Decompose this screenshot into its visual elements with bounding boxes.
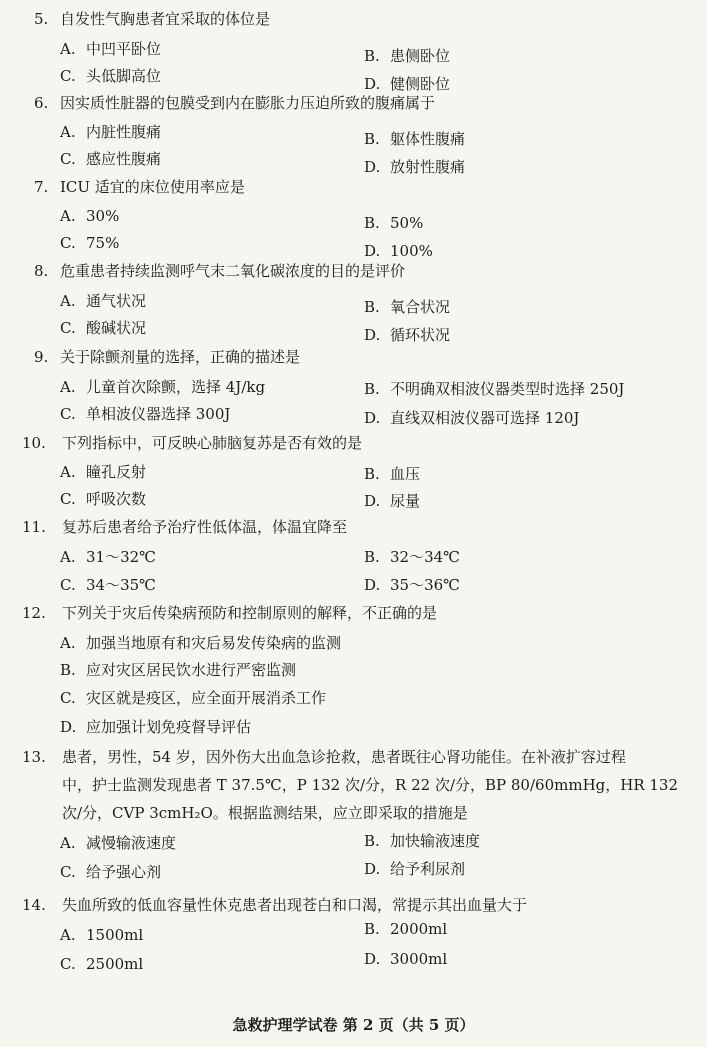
question-13-option-d: D. 给予利尿剂 bbox=[364, 860, 466, 878]
question-11-option-d: D. 35～36℃ bbox=[364, 576, 460, 594]
question-11-stem: 11. 复苏后患者给予治疗性低体温，体温宜降至 bbox=[22, 518, 348, 536]
question-13-option-a: A. 减慢输液速度 bbox=[60, 834, 177, 852]
question-9-option-c: C. 单相波仪器选择 300J bbox=[60, 405, 231, 423]
question-5-option-c: C. 头低脚高位 bbox=[60, 67, 162, 85]
question-6-option-c: C. 感应性腹痛 bbox=[60, 150, 162, 168]
question-9-option-d: D. 直线双相波仪器可选择 120J bbox=[364, 409, 580, 427]
question-12-option-d: D. 应加强计划免疫督导评估 bbox=[60, 718, 252, 736]
question-12-option-a: A. 加强当地原有和灾后易发传染病的监测 bbox=[60, 634, 342, 652]
question-5-option-a: A. 中凹平卧位 bbox=[60, 40, 162, 58]
question-12-option-b: B. 应对灾区居民饮水进行严密监测 bbox=[60, 661, 297, 679]
question-8-option-c: C. 酸碱状况 bbox=[60, 319, 147, 337]
question-5-option-b: B. 患侧卧位 bbox=[364, 47, 451, 65]
question-10-option-a: A. 瞳孔反射 bbox=[60, 463, 147, 481]
question-7-option-c: C. 75% bbox=[60, 234, 120, 252]
question-8-option-a: A. 通气状况 bbox=[60, 292, 147, 310]
question-6-option-a: A. 内脏性腹痛 bbox=[60, 123, 162, 141]
question-11-option-b: B. 32～34℃ bbox=[364, 548, 460, 566]
question-14-option-a: A. 1500ml bbox=[60, 926, 144, 944]
question-10-option-c: C. 呼吸次数 bbox=[60, 490, 147, 508]
question-10-option-d: D. 尿量 bbox=[364, 492, 421, 510]
question-11-option-c: C. 34～35℃ bbox=[60, 576, 156, 594]
question-12-option-c: C. 灾区就是疫区，应全面开展消杀工作 bbox=[60, 689, 327, 707]
question-5-option-d: D. 健侧卧位 bbox=[364, 75, 451, 93]
question-8-option-b: B. 氧合状况 bbox=[364, 298, 451, 316]
question-10-stem: 10. 下列指标中，可反映心肺脑复苏是否有效的是 bbox=[22, 434, 363, 452]
question-13-stem-line-2: 中，护士监测发现患者 T 37.5℃，P 132 次/分，R 22 次/分，BP 80/60mmHg，HR 132 bbox=[62, 776, 679, 794]
question-7-option-d: D. 100% bbox=[364, 242, 433, 260]
question-7-option-a: A. 30% bbox=[60, 207, 120, 225]
question-13-option-c: C. 给予强心剂 bbox=[60, 863, 162, 881]
question-14-option-d: D. 3000ml bbox=[364, 950, 448, 968]
question-14-stem: 14. 失血所致的低血容量性休克患者出现苍白和口渴，常提示其出血量大于 bbox=[22, 896, 528, 914]
question-8-option-d: D. 循环状况 bbox=[364, 326, 451, 344]
page-footer: 急救护理学试卷 第 2 页（共 5 页） bbox=[232, 1016, 475, 1034]
question-14-option-c: C. 2500ml bbox=[60, 955, 144, 973]
question-12-stem: 12. 下列关于灾后传染病预防和控制原则的解释，不正确的是 bbox=[22, 604, 438, 622]
question-13-option-b: B. 加快输液速度 bbox=[364, 832, 481, 850]
question-14-option-b: B. 2000ml bbox=[364, 920, 448, 938]
question-13-stem-line-1: 13. 患者，男性，54 岁，因外伤大出血急诊抢救，患者既往心肾功能佳。在补液扩容过程 bbox=[22, 748, 626, 766]
question-6-stem: 6. 因实质性脏器的包膜受到内在膨胀力压迫所致的腹痛属于 bbox=[34, 94, 436, 112]
question-8-stem: 8. 危重患者持续监测呼气末二氧化碳浓度的目的是评价 bbox=[34, 262, 406, 280]
question-7-option-b: B. 50% bbox=[364, 214, 424, 232]
question-5-stem: 5. 自发性气胸患者宜采取的体位是 bbox=[34, 10, 271, 28]
question-9-option-b: B. 不明确双相波仪器类型时选择 250J bbox=[364, 380, 625, 398]
question-13-stem-line-3: 次/分，CVP 3cmH₂O。根据监测结果，应立即采取的措施是 bbox=[62, 804, 468, 822]
question-11-option-a: A. 31～32℃ bbox=[60, 548, 156, 566]
question-9-stem: 9. 关于除颤剂量的选择，正确的描述是 bbox=[34, 348, 301, 366]
question-6-option-d: D. 放射性腹痛 bbox=[364, 158, 466, 176]
question-6-option-b: B. 躯体性腹痛 bbox=[364, 130, 466, 148]
question-10-option-b: B. 血压 bbox=[364, 465, 421, 483]
question-9-option-a: A. 儿童首次除颤，选择 4J/kg bbox=[60, 378, 266, 396]
question-7-stem: 7. ICU 适宜的床位使用率应是 bbox=[34, 178, 245, 196]
